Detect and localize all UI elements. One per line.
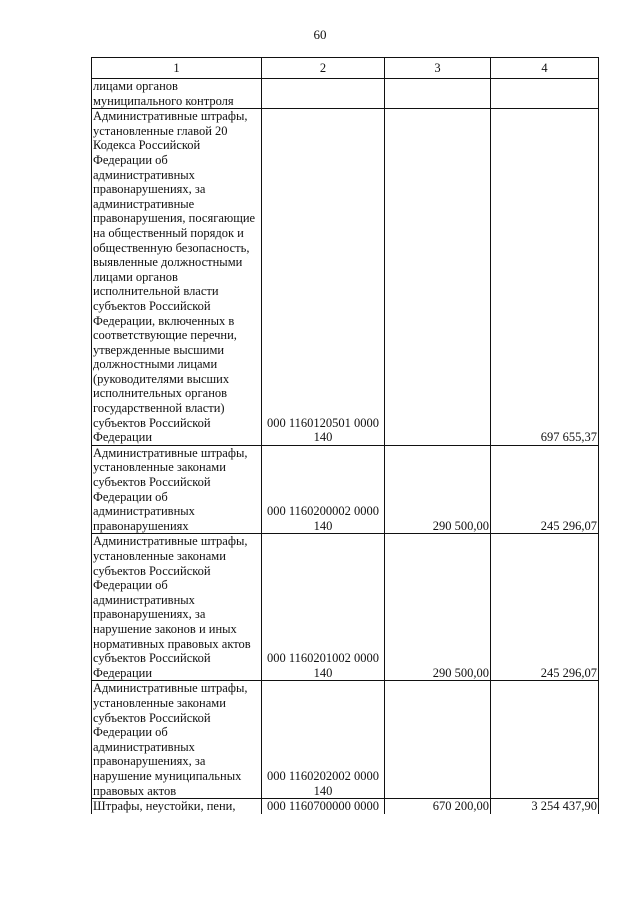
row-name: Административные штрафы, установленные законами субъектов Российской Федерации об административных правонарушениях [92, 445, 262, 534]
table-row [92, 109, 599, 446]
row-code: 000 1160120501 0000 140 [262, 109, 385, 446]
table-row [92, 445, 599, 534]
table-row [92, 799, 599, 814]
row-plan: 290 500,00 [385, 445, 491, 534]
row-fact [491, 79, 599, 109]
column-header: 3 [385, 58, 491, 79]
table-row [92, 79, 599, 109]
table-row [92, 681, 599, 799]
column-header: 1 [92, 58, 262, 79]
row-code: 000 1160700000 0000 [262, 799, 385, 814]
row-name: Административные штрафы, установленные законами субъектов Российской Федерации об административных правонарушениях, за нарушение законов и иных нормативных правовых актов субъектов Российской Федерации [92, 534, 262, 681]
row-name: Штрафы, неустойки, пени, [92, 799, 262, 814]
column-header: 2 [262, 58, 385, 79]
row-code: 000 1160202002 0000 140 [262, 681, 385, 799]
row-fact: 245 296,07 [491, 534, 599, 681]
row-name: Административные штрафы, установленные законами субъектов Российской Федерации об административных правонарушениях, за нарушение муниципальных правовых актов [92, 681, 262, 799]
column-header: 4 [491, 58, 599, 79]
row-plan: 290 500,00 [385, 534, 491, 681]
table-header-row [92, 58, 599, 79]
row-code: 000 1160201002 0000 140 [262, 534, 385, 681]
row-plan [385, 79, 491, 109]
row-fact: 245 296,07 [491, 445, 599, 534]
row-name: лицами органов муниципального контроля [92, 79, 262, 109]
budget-table [91, 57, 599, 814]
row-fact: 697 655,37 [491, 109, 599, 446]
row-name: Административные штрафы, установленные главой 20 Кодекса Российской Федерации об административных правонарушениях, за административные правонарушения, посягающие на общественный порядок и общественную безопасность, выявленные должностными лицами органов исполнительной власти субъектов Российской Федерации, включенных в соответствующие перечни, утвержденные высшими должностными лицами (руководителями высших исполнительных органов государственной власти) субъектов Российской Федерации [92, 109, 262, 446]
row-fact: 3 254 437,90 [491, 799, 599, 814]
row-plan [385, 681, 491, 799]
row-code [262, 79, 385, 109]
row-plan [385, 109, 491, 446]
table-row [92, 534, 599, 681]
row-code: 000 1160200002 0000 140 [262, 445, 385, 534]
row-fact [491, 681, 599, 799]
page-number: 60 [313, 27, 327, 42]
row-plan: 670 200,00 [385, 799, 491, 814]
